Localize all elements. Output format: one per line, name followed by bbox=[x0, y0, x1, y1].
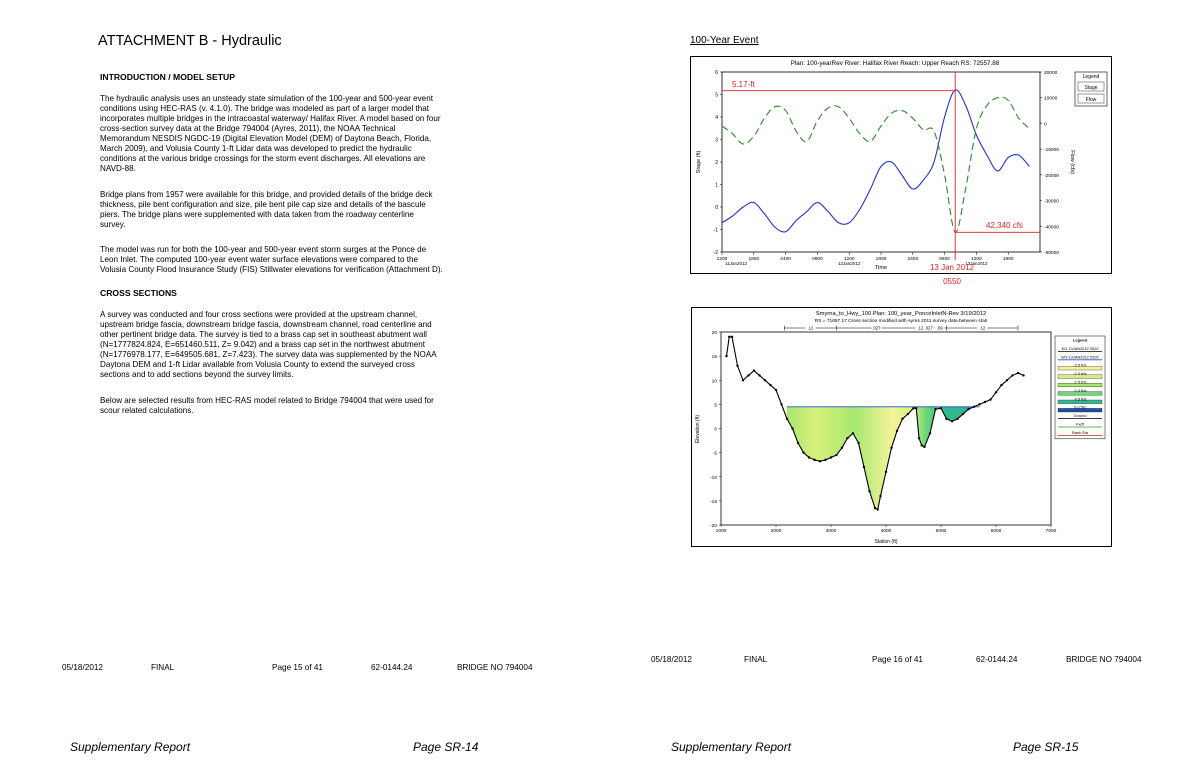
date-tick-label: 11Jan2012 bbox=[725, 261, 747, 266]
ground-survey-point bbox=[973, 406, 975, 408]
legend-title: Legend bbox=[1082, 74, 1100, 80]
footer-bridge: BRIDGE NO 794004 bbox=[1066, 655, 1142, 664]
ground-survey-point bbox=[802, 451, 804, 453]
elevation-tick-label: -20 bbox=[710, 524, 717, 529]
ground-survey-point bbox=[962, 413, 964, 415]
ground-survey-point bbox=[758, 374, 760, 376]
ground-survey-point bbox=[1022, 374, 1024, 376]
ground-survey-point bbox=[742, 379, 744, 381]
flow-axis-label: Flow (cfs) bbox=[1069, 150, 1075, 174]
ground-survey-point bbox=[912, 407, 914, 409]
time-axis-label: Time bbox=[874, 265, 888, 271]
legend-label: -0.5 ft/s bbox=[1073, 396, 1087, 402]
ground-survey-point bbox=[940, 407, 942, 409]
cross-sections-paragraph-1: A survey was conducted and four cross sections were provided at the upstream channel, upstream bridge fascia, downstream bridge fascia, downstream channel, road centerline and other pertinent bridge data. The survey is tied to a brass cap set in southeast abutment wall (N=1777824.824, E=651460.511, Z= 9.042) and a brass cap set in the northwest abutment (N=1776978.177, E=649505.681, Z=7.423). The survey data was supplemented by the NOAA Daytona DEM and 1-ft Lidar available from Volusia County to extend the surveyed cross sections and to add sections beyond the survey limits. bbox=[100, 310, 437, 379]
ground-survey-point bbox=[879, 495, 881, 497]
time-tick-label: 1200 bbox=[843, 257, 855, 262]
station-tick-label: 1000 bbox=[715, 529, 727, 534]
ground-survey-point bbox=[907, 413, 909, 415]
time-tick-label: 1800 bbox=[875, 257, 887, 262]
date-tick-label: 13Jan2012 bbox=[965, 261, 988, 266]
ground-survey-point bbox=[846, 437, 848, 439]
legend-label: -2.5 ft/s bbox=[1073, 362, 1087, 368]
supplementary-page-number: Page SR-14 bbox=[413, 740, 479, 754]
section-heading-cross-sections: CROSS SECTIONS bbox=[100, 288, 177, 298]
supplementary-report-label: Supplementary Report bbox=[671, 740, 792, 754]
stage-tick-label: 5 bbox=[715, 92, 718, 99]
intro-paragraph-1: The hydraulic analysis uses an unsteady state simulation of the 100-year and 500-year event conditions using HEC-RAS (v. 4.1.0). The bridge was modeled as part of a larger model that incorporates multiple bridges in the intracoastal waterway/ Halifax River. A model based on four cross-section survey data at the Bridge 794004 (Ayres, 2011), the NOAA Technical Memorandum NESDIS NGDC-19 (Digital Elevation Model (DEM) of Daytona Beach, Florida, March 2009), and Volusia County 1-ft Lidar data was developed to predict the hydraulic conditions at the various bridge crossings for the storm event discharges. All elevations are NAVD-88. bbox=[100, 94, 441, 173]
ground-survey-point bbox=[1006, 379, 1008, 381]
ground-survey-point bbox=[890, 447, 892, 449]
ground-survey-point bbox=[791, 427, 793, 429]
station-tick-label: 7000 bbox=[1045, 529, 1057, 534]
manning-n-label: .027 bbox=[924, 325, 933, 331]
ground-survey-point bbox=[989, 398, 991, 400]
legend-label: Ineff bbox=[1076, 421, 1084, 427]
ground-survey-point bbox=[769, 384, 771, 386]
elevation-tick-label: -15 bbox=[710, 499, 717, 505]
ground-survey-point bbox=[877, 508, 879, 510]
ground-survey-point bbox=[797, 442, 799, 444]
ground-survey-point bbox=[852, 432, 854, 434]
ground-survey-point bbox=[731, 336, 733, 338]
ground-survey-point bbox=[978, 403, 980, 405]
footer-page: Page 16 of 41 bbox=[872, 655, 923, 664]
legend-label: Bank Sta bbox=[1072, 429, 1088, 435]
ground-survey-point bbox=[728, 336, 730, 338]
cross-section-subtitle: RS = 71657.17 Cross section modified with Ayres 2011 survey data between stati bbox=[814, 319, 988, 324]
figure-title: 100-Year Event bbox=[690, 35, 759, 46]
supplementary-page-number: Page SR-15 bbox=[1013, 740, 1079, 754]
ground-survey-point bbox=[808, 456, 810, 458]
elevation-tick-label: 0 bbox=[714, 427, 717, 433]
ground-survey-point bbox=[896, 430, 898, 432]
ground-survey-point bbox=[780, 403, 782, 405]
elevation-axis-label: Elevation (ft) bbox=[695, 414, 701, 444]
flow-tick-label: -10000 bbox=[1044, 148, 1059, 154]
annotation-peak-flow: 42,340 cfs bbox=[986, 221, 1023, 230]
cross-section-title: Smyrna_to_Hwy_100 Plan: 100_year_PonceInletN-Rev 3/19/2012 bbox=[815, 311, 987, 317]
legend-label: EG 13JAN2012 0520 bbox=[1061, 345, 1099, 351]
ground-survey-point bbox=[951, 420, 953, 422]
stage-axis-label: Stage (ft) bbox=[696, 150, 702, 174]
station-axis-label: Station (ft) bbox=[874, 539, 898, 545]
ground-survey-point bbox=[885, 471, 887, 473]
ground-survey-point bbox=[775, 389, 777, 391]
manning-n-label: .12 bbox=[807, 325, 814, 331]
ground-survey-point bbox=[967, 408, 969, 410]
section-heading-intro: INTRODUCTION / MODEL SETUP bbox=[100, 72, 235, 82]
ground-survey-point bbox=[764, 379, 766, 381]
supplementary-report-label: Supplementary Report bbox=[70, 740, 191, 754]
flow-tick-label: 10000 bbox=[1044, 96, 1058, 102]
time-tick-label: 2400 bbox=[780, 257, 791, 262]
cross-section-chart bbox=[691, 307, 1111, 547]
legend-label: 0.0 ft/s bbox=[1074, 404, 1086, 410]
time-tick-label: 1800 bbox=[748, 257, 760, 262]
ground-survey-point bbox=[835, 454, 837, 456]
elevation-tick-label: 20 bbox=[711, 331, 717, 336]
chart-title: Plan: 100-yearRev River: Halifax River Reach: Upper Reach RS: 72557.88 bbox=[790, 60, 1000, 67]
ground-survey-point bbox=[813, 459, 815, 461]
ground-survey-point bbox=[984, 401, 986, 403]
elevation-tick-label: -10 bbox=[710, 475, 717, 481]
ground-survey-point bbox=[857, 442, 859, 444]
legend-flow: Flow bbox=[1085, 97, 1097, 103]
manning-n-label: .12 bbox=[979, 325, 986, 331]
ground-survey-point bbox=[819, 460, 821, 462]
stage-tick-label: 2 bbox=[715, 160, 718, 166]
intro-paragraph-3: The model was run for both the 100-year and 500-year event storm surges at the Ponce de Leon Inlet. The computed 100-year event water surface elevations were compared to the Volusia County Flood Insurance Study (FIS) Stillwater elevations for verification (Attachment D). bbox=[100, 245, 443, 274]
legend-label: Ground bbox=[1073, 413, 1087, 419]
ground-survey-point bbox=[915, 407, 917, 409]
ground-survey-point bbox=[863, 466, 865, 468]
footer-date: 05/18/2012 bbox=[651, 655, 692, 664]
ground-survey-point bbox=[753, 369, 755, 371]
flow-tick-label: -50000 bbox=[1044, 251, 1059, 256]
ground-survey-point bbox=[747, 374, 749, 376]
legend-label: Legend bbox=[1073, 337, 1087, 343]
time-tick-label: 2400 bbox=[907, 257, 919, 262]
elevation-tick-label: 10 bbox=[711, 379, 717, 385]
ground-survey-point bbox=[841, 447, 843, 449]
series-flow-line bbox=[722, 97, 1029, 232]
stage-tick-label: 0 bbox=[715, 205, 718, 211]
footer-bridge: BRIDGE NO 794004 bbox=[457, 663, 533, 672]
ground-survey-point bbox=[874, 507, 876, 509]
legend-label: -1.0 ft/s bbox=[1073, 387, 1087, 393]
page-title: ATTACHMENT B - Hydraulic bbox=[98, 33, 282, 49]
legend-stage: Stage bbox=[1084, 85, 1098, 91]
ground-survey-point bbox=[786, 418, 788, 420]
ground-survey-point bbox=[1017, 372, 1019, 374]
velocity-distribution-fill bbox=[787, 407, 980, 510]
manning-n-label: .027 bbox=[872, 325, 881, 331]
station-tick-label: 5000 bbox=[935, 529, 947, 534]
stage-tick-label: 3 bbox=[715, 137, 718, 144]
ground-survey-point bbox=[736, 365, 738, 367]
time-tick-label: 1200 bbox=[971, 257, 982, 262]
station-tick-label: 2000 bbox=[770, 529, 782, 534]
flow-tick-label: -20000 bbox=[1044, 173, 1059, 179]
footer-project: 62-0144.24 bbox=[976, 655, 1018, 664]
footer-status: FINAL bbox=[744, 655, 768, 664]
ground-survey-point bbox=[725, 355, 727, 357]
ground-survey-point bbox=[921, 444, 923, 446]
stage-tick-label: 4 bbox=[715, 115, 718, 121]
stage-tick-label: 6 bbox=[715, 70, 718, 76]
ground-survey-point bbox=[868, 490, 870, 492]
elevation-tick-label: -5 bbox=[712, 451, 717, 457]
cross-sections-paragraph-2: Below are selected results from HEC-RAS model related to Bridge 794004 that were used for scour related calculations. bbox=[100, 396, 434, 415]
station-tick-label: 3000 bbox=[825, 529, 837, 534]
ground-survey-point bbox=[956, 418, 958, 420]
manning-n-label: .09 bbox=[936, 325, 943, 331]
footer-date: 05/18/2012 bbox=[62, 663, 103, 672]
flow-tick-label: 0 bbox=[1044, 122, 1047, 128]
annotation-date: 13 Jan 2012 bbox=[929, 263, 975, 272]
intro-paragraph-2: Bridge plans from 1957 were available for this bridge, and provided details of the bridge deck thickness, pile bent configuration and size, pile bent pile cap size and details of the bascule piers. The bridge plans were supplemented with data taken from the roadway centerline survey. bbox=[100, 190, 433, 229]
station-tick-label: 6000 bbox=[990, 529, 1002, 534]
footer-project: 62-0144.24 bbox=[371, 663, 413, 672]
ground-survey-point bbox=[1000, 384, 1002, 386]
stage-tick-label: 1 bbox=[715, 182, 718, 189]
legend-label: -2.0 ft/s bbox=[1073, 371, 1087, 377]
time-tick-label: 1800 bbox=[1002, 257, 1014, 262]
flow-tick-label: -40000 bbox=[1044, 225, 1059, 231]
ground-survey-point bbox=[830, 456, 832, 458]
ground-survey-point bbox=[1011, 374, 1013, 376]
annotation-time: 0550 bbox=[943, 277, 961, 286]
ground-survey-point bbox=[929, 432, 931, 434]
time-tick-label: 0600 bbox=[812, 257, 823, 262]
station-tick-label: 4000 bbox=[880, 529, 892, 534]
time-tick-label: 0600 bbox=[939, 257, 950, 262]
ground-survey-point bbox=[934, 408, 936, 410]
legend-label: WS 13JAN2012 0520 bbox=[1061, 354, 1099, 360]
ground-survey-point bbox=[945, 418, 947, 420]
hydrograph-chart bbox=[690, 56, 1150, 290]
time-tick-label: 1200 bbox=[716, 257, 728, 262]
ground-survey-point bbox=[918, 437, 920, 439]
stage-tick-label: -2 bbox=[713, 250, 718, 256]
flow-tick-label: 20000 bbox=[1044, 71, 1058, 76]
ground-survey-point bbox=[995, 391, 997, 393]
ground-survey-point bbox=[923, 446, 925, 448]
flow-tick-label: -30000 bbox=[1044, 199, 1059, 205]
footer-page: Page 15 of 41 bbox=[272, 663, 323, 672]
stage-tick-label: -1 bbox=[713, 227, 718, 234]
ground-survey-point bbox=[824, 459, 826, 461]
elevation-tick-label: 15 bbox=[711, 355, 717, 361]
date-tick-label: 12Jan2012 bbox=[838, 261, 861, 266]
legend-label: -1.5 ft/s bbox=[1073, 379, 1087, 385]
manning-n-label: .12 bbox=[917, 325, 924, 331]
annotation-peak-stage: 5.17-ft bbox=[732, 80, 755, 89]
elevation-tick-label: 5 bbox=[714, 403, 717, 409]
footer-status: FINAL bbox=[151, 663, 175, 672]
ground-survey-point bbox=[901, 418, 903, 420]
